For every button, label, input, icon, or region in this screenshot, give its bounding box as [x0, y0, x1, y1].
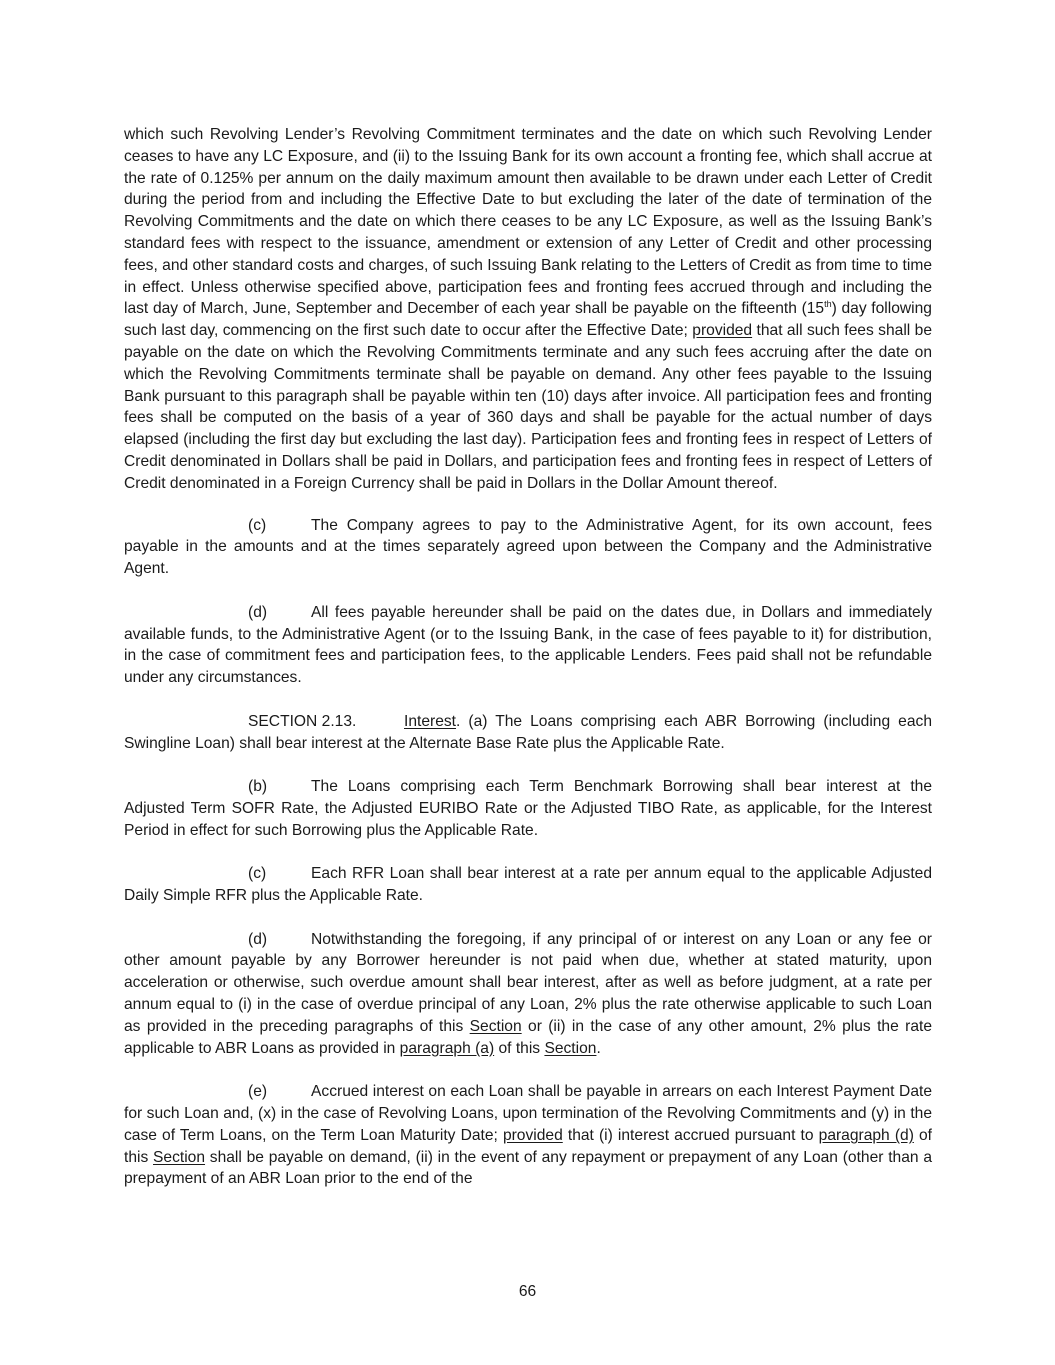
paragraph-interest-e [124, 1081, 932, 1190]
paragraph-label: (b) [248, 778, 268, 796]
paragraph-text: . (a) The Loans comprising each ABR Borrowing (including each Swingline Loan) shall bear interest at the Alternate Base Rate plus the Applicable Rate. [124, 712, 932, 752]
paragraph-fees-d [124, 602, 932, 689]
document-body [124, 124, 932, 1212]
paragraph-interest-d [124, 929, 932, 1060]
paragraph-text: . [596, 1039, 601, 1057]
defined-term-provided: provided [692, 322, 753, 340]
paragraph-text: of this [494, 1039, 545, 1057]
paragraph-label: (d) [248, 930, 268, 948]
section-title: Interest [404, 712, 457, 730]
paragraph-text: that all such fees shall be payable on the date on which the Revolving Commitments terminate and any such fees accruing after the date on which the Revolving Commitments terminate shall be payable on demand. Any other fees payable to the Issuing Bank pursuant to this paragraph shall be payable within ten (10) days after invoice. All participation fees and fronting fees shall be computed on the basis of a year of 360 days and shall be payable for the actual number of days elapsed (including the first day but excluding the last day). Participation fees and fronting fees in respect of Letters of Credit denominated in Dollars shall be paid in Dollars, and participation fees and fronting fees in respect of Letters of Credit denominated in a Foreign Currency shall be paid in Dollars in the Dollar Amount thereof. [124, 322, 932, 492]
cross-reference-paragraph-a: paragraph (a) [399, 1039, 495, 1057]
paragraph-text: of this [124, 1126, 933, 1166]
paragraph-text: which such Revolving Lender’s Revolving Commitment terminates and the date on which such Revolving Lender ceases to have any LC Exposure, and (ii) to the Issuing Bank for its own account a fronting fee, which shall accrue at the rate of 0.125% per annum on the daily maximum amount then available to be drawn under each Letter of Credit during the period from and including the Effective Date to but excluding the later of the date of termination of the Revolving Commitments and the date on which there ceases to be any LC Exposure, as well as the Issuing Bank’s standard fees with respect to the issuance, amendment or extension of any Letter of Credit and other processing fees, and other standard costs and charges, of such Issuing Bank relating to the Letters of Credit as from time to time in effect. Unless otherwise specified above, participation fees and fronting fees accrued through and including the last day of March, June, September and December of each year shall be payable on the fifteenth (15 [124, 126, 932, 318]
paragraph-fees-continuation [124, 124, 932, 495]
paragraph-interest-c [124, 863, 932, 907]
paragraph-text: The Loans comprising each Term Benchmark Borrowing shall bear interest at the Adjusted Term SOFR Rate, the Adjusted EURIBO Rate or the Adjusted TIBO Rate, as applicable, for the Interest Period in effect for such Borrowing plus the Applicable Rate. [124, 778, 932, 839]
cross-reference-paragraph-d: paragraph (d) [818, 1126, 914, 1144]
section-2-13-heading [124, 711, 932, 755]
paragraph-text: Accrued interest on each Loan shall be payable in arrears on each Interest Payment Date for such Loan and, (x) in the case of Revolving Loans, upon termination of the Revolving Commitments and (y) in the case of Term Loans, on the Term Loan Maturity Date; [124, 1083, 932, 1144]
paragraph-text: All fees payable hereunder shall be paid on the dates due, in Dollars and immediately available funds, to the Administrative Agent (or to the Issuing Bank, in the case of fees payable to it) for distribution, in the case of commitment fees and participation fees, to the applicable Lenders. Fees paid shall not be refundable under any circumstances. [124, 603, 932, 687]
cross-reference-section: Section [153, 1148, 206, 1166]
paragraph-text: Each RFR Loan shall bear interest at a rate per annum equal to the applicable Adjusted Daily Simple RFR plus the Applicable Rate. [124, 865, 932, 905]
defined-term-provided: provided [502, 1126, 563, 1144]
paragraph-label: (d) [248, 603, 268, 621]
paragraph-text: The Company agrees to pay to the Administrative Agent, for its own account, fees payable in the amounts and at the times separately agreed upon between the Company and the Administrative Agent. [124, 516, 932, 578]
page-number: 66 [518, 1283, 537, 1300]
paragraph-text: ) day following such last day, commencing on the first such date to occur after the Effective Date; [124, 300, 932, 340]
paragraph-label: (c) [248, 865, 267, 883]
paragraph-text: shall be payable on demand, (ii) in the event of any repayment or prepayment of any Loan (other than a prepayment of an ABR Loan prior to the end of the [124, 1148, 932, 1188]
paragraph-label: (c) [248, 516, 267, 534]
paragraph-text: or (ii) in the case of any other amount, 2% plus the rate applicable to ABR Loans as provided in [124, 1017, 932, 1057]
ordinal-superscript: th [824, 299, 832, 310]
paragraph-text: Notwithstanding the foregoing, if any principal of or interest on any Loan or any fee or other amount payable by any Borrower hereunder is not paid when due, whether at stated maturity, upon acceleration or otherwise, such overdue amount shall bear interest, after as well as before judgment, at a rate per annum equal to (i) in the case of overdue principal of any Loan, 2% plus the rate otherwise applicable to such Loan as provided in the preceding paragraphs of this [124, 930, 932, 1035]
paragraph-interest-b [124, 776, 932, 841]
paragraph-text: that (i) interest accrued pursuant to [562, 1126, 819, 1144]
paragraph-fees-c [124, 515, 932, 580]
paragraph-label: (e) [248, 1083, 268, 1101]
cross-reference-section: Section [544, 1039, 597, 1057]
section-number: SECTION 2.13. [248, 712, 357, 730]
cross-reference-section: Section [469, 1017, 522, 1035]
